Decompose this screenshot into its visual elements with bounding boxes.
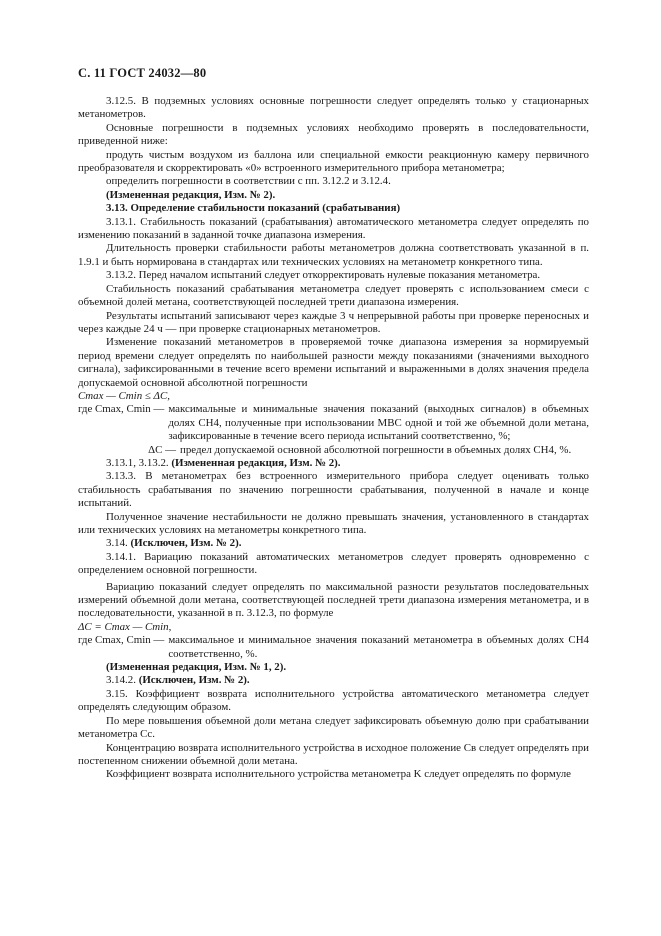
paragraph: Длительность проверки стабильности работы метанометров должна соответствовать указанной в п. 1.9.1 и быть нормирована в стандартах или технических условиях на метанометр конкретного типа.	[78, 242, 589, 268]
formula-legend-item	[78, 634, 589, 661]
amendment-note	[78, 457, 589, 470]
legend-symbol: где Cmax, Cmin —	[78, 403, 165, 416]
legend-description: максимальные и минимальные значения показаний (выходных сигналов) в объемных долях CH4, полученные при использовании МВС одной и той же объемной доли метана, зафиксированные в течение всего периода испытаний соответственно, %;	[168, 403, 589, 443]
formula-legend-item	[78, 403, 589, 443]
paragraph: Вариацию показаний следует определять по максимальной разности результатов последовательных измерений объемной доли метана, соответствующей последней трети диапазона измерения метанометра, и в последовательности, указанной в п. 3.12.3, по формуле	[78, 580, 589, 620]
paragraph: Коэффициент возврата исполнительного устройства метанометра K следует определять по формуле	[106, 768, 571, 781]
clause-ref: 3.14.2.	[106, 674, 136, 687]
paragraph: Стабильность показаний срабатывания метанометра следует проверять с использованием смеси с объемной долей метана, соответствующей последней трети диапазона измерения.	[78, 282, 589, 309]
document-body	[78, 95, 589, 782]
paragraph: Изменение показаний метанометров в проверяемой точке диапазона измерения за нормируемый период времени следует определять по наибольшей разности между показаниями (значениями выходного сигнала), зафиксированными в течение всего времени испытаний и выраженными в долях значения предела допускаемой основной абсолютной погрешности	[78, 336, 589, 389]
paragraph: Основные погрешности в подземных условиях необходимо проверять в последовательности, приведенной ниже:	[78, 121, 589, 148]
paragraph: 3.12.5. В подземных условиях основные погрешности следует определять только у стационарных метанометров.	[78, 95, 589, 121]
amendment-note	[78, 537, 589, 550]
paragraph: 3.14.1. Вариацию показаний автоматических метанометров следует проверять одновременно с определением основной погрешности.	[78, 550, 589, 577]
clause-ref: 3.13.1, 3.13.2.	[106, 456, 169, 469]
clause-ref: 3.14.	[106, 537, 128, 550]
paragraph: Концентрацию возврата исполнительного устройства в исходное положение Cв следует определять при постепенном снижении объемной доли метана.	[78, 741, 589, 767]
section-heading: 3.13. Определение стабильности показаний (срабатывания)	[106, 202, 401, 215]
legend-description: максимальное и минимальное значения показаний метанометра в объемных долях CH4 соответственно, %.	[168, 634, 589, 660]
paragraph: Полученное значение нестабильности не должно превышать значения, установленного в стандартах или технических условиях на метанометры конкретного типа.	[78, 510, 589, 536]
paragraph: 3.15. Коэффициент возврата исполнительного устройства автоматического метанометра следует определять следующим образом.	[78, 687, 589, 714]
amendment-label: (Исключен, Изм. № 2).	[138, 674, 250, 687]
paragraph: 3.13.1. Стабильность показаний (срабатывания) автоматического метанометра следует определять по изменению показаний в заданной точке диапазона измерения.	[78, 215, 589, 242]
paragraph: По мере повышения объемной доли метана следует зафиксировать объемную долю при срабатывании метанометра Cc.	[78, 714, 589, 741]
paragraph: продуть чистым воздухом из баллона или специальной емкости реакционную камеру первичного преобразователя и скорректировать «0» встроенного измерительного прибора метанометра;	[78, 148, 589, 175]
legend-description: предел допускаемой основной абсолютной погрешности в объемных долях CH4, %.	[180, 443, 572, 456]
paragraph: 3.13.3. В метанометрах без встроенного измерительного прибора следует оценивать только стабильность срабатывания по значению погрешности срабатывания, полученной в начале и конце испытаний.	[78, 470, 589, 510]
amendment-note	[78, 674, 589, 687]
amendment-label: (Исключен, Изм. № 2).	[130, 537, 242, 550]
paragraph: 3.13.2. Перед началом испытаний следует откорректировать нулевые показания метанометра.	[106, 269, 541, 282]
paragraph: определить погрешности в соответствии с пп. 3.12.2 и 3.12.4.	[106, 175, 391, 188]
legend-symbol: ΔC —	[148, 443, 176, 456]
amendment-label: (Измененная редакция, Изм. № 2).	[171, 456, 341, 469]
amendment-note: (Измененная редакция, Изм. № 1, 2).	[106, 661, 287, 674]
amendment-note: (Измененная редакция, Изм. № 2).	[106, 188, 276, 201]
legend-symbol: где Cmax, Cmin —	[78, 634, 165, 647]
formula-legend-item	[78, 444, 589, 457]
formula: Cmax — Cmin ≤ ΔC,	[78, 389, 170, 402]
page-header: С. 11 ГОСТ 24032—80	[78, 66, 207, 80]
paragraph: Результаты испытаний записывают через каждые 3 ч непрерывной работы при проверке переносных и через каждые 24 ч — при проверке стационарных метанометров.	[78, 309, 589, 335]
formula: ΔC = Cmax — Cmin,	[78, 620, 172, 633]
